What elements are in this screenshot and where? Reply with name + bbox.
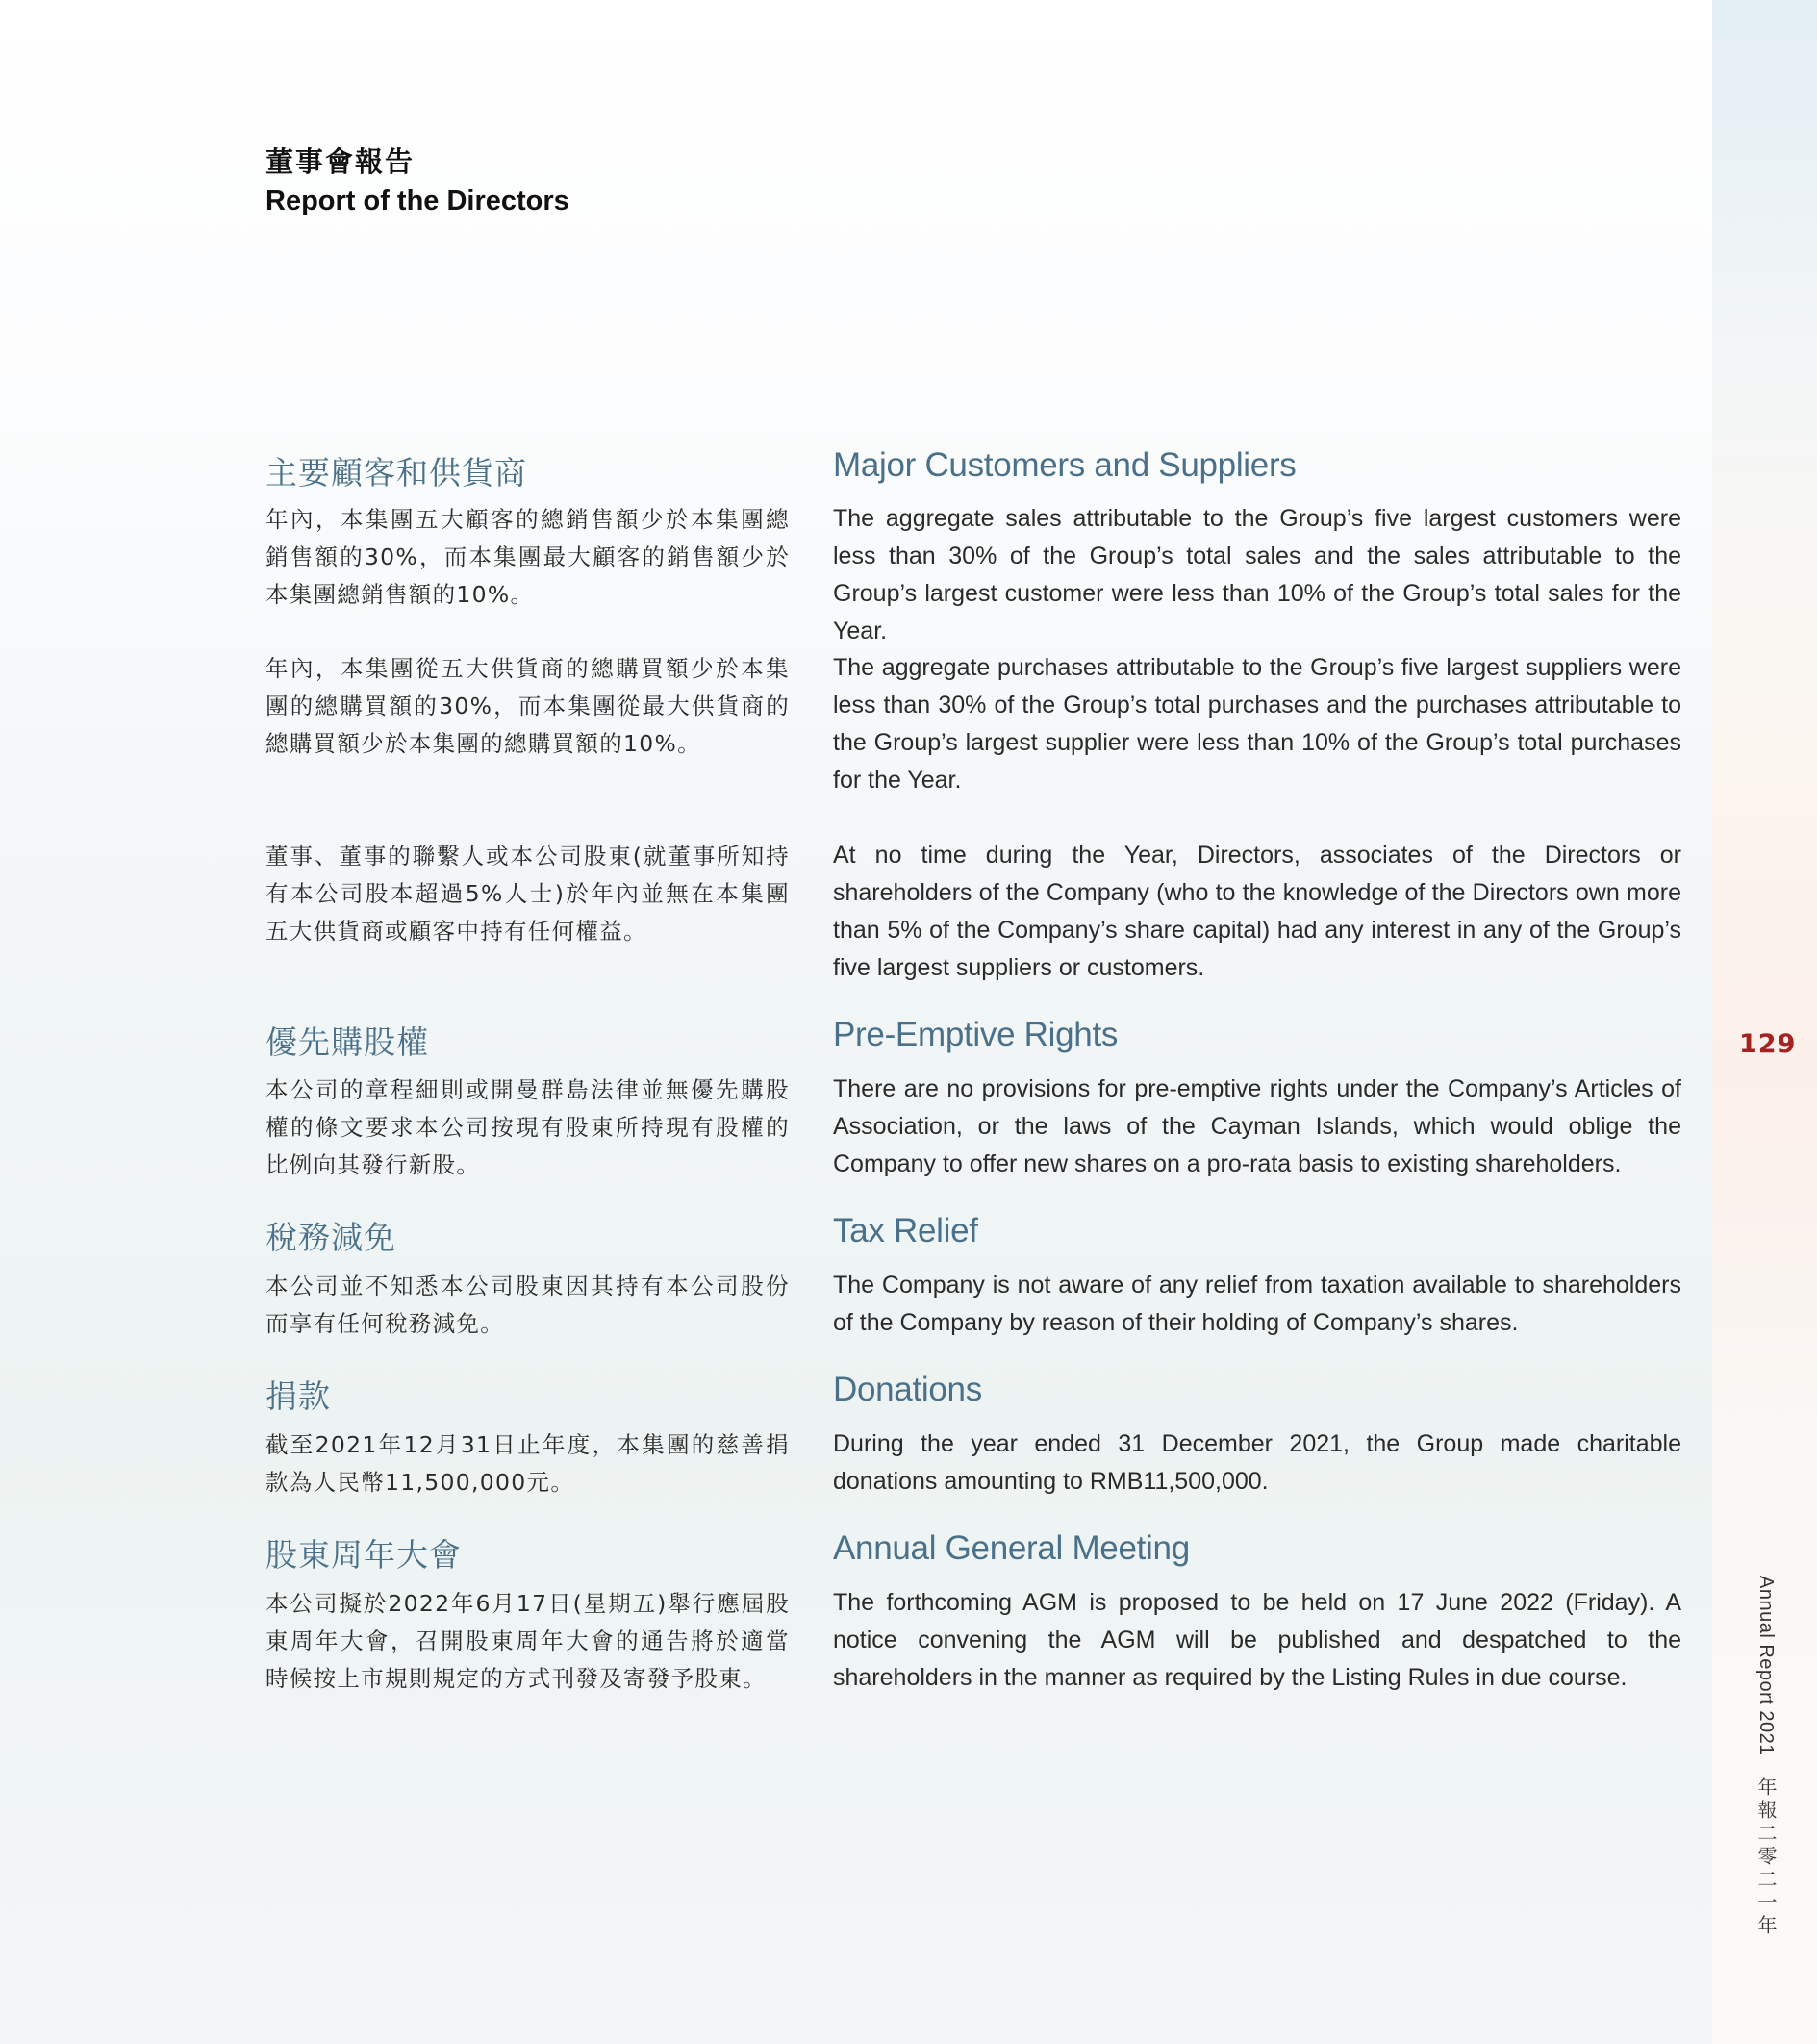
heading-donations-en: Donations — [833, 1371, 982, 1408]
heading-donations-zh: 捐款 — [265, 1377, 331, 1415]
paragraph-zh: 本公司擬於2022年6月17日(星期五)舉行應屆股東周年大會，召開股東周年大會的通告將於適當時候按上市規則規定的方式刊發及寄發予股東。 — [265, 1590, 790, 1692]
paragraph-zh: 本公司並不知悉本公司股東因其持有本公司股份而享有任何稅務減免。 — [265, 1273, 790, 1337]
paragraph-en: At no time during the Year, Directors, associates of the Directors or shareholders of the Company (who to the knowledge of the Directors own more than 5% of the Company’s share capital) had any interest in any of the Group’s five largest suppliers or customers. — [833, 842, 1681, 981]
paragraph-zh: 年內，本集團從五大供貨商的總購買額少於本集團的總購買額的30%，而本集團從最大供貨商的總購買額少於本集團的總購買額的10%。 — [265, 655, 790, 757]
paragraph-en: The aggregate sales attributable to the Group’s five largest customers were less than 30% of the Group’s total sales and the sales attributable to the Group’s largest customer were less than 10% of the Group’s total sales for the Year. — [833, 505, 1681, 644]
header-title-zh: 董事會報告 — [265, 145, 416, 178]
paragraph-zh: 年內，本集團五大顧客的總銷售額少於本集團總銷售額的30%，而本集團最大顧客的銷售額少於本集團總銷售額的10%。 — [265, 506, 790, 608]
paragraph-en: During the year ended 31 December 2021, the Group made charitable donations amounting to RMB11,500,000. — [833, 1430, 1681, 1495]
heading-major-customers-en: Major Customers and Suppliers — [833, 446, 1297, 484]
paragraph-en: The Company is not aware of any relief from taxation available to shareholders of the Company by reason of their holding of Company’s shares. — [833, 1272, 1681, 1336]
heading-tax-relief-zh: 稅務減免 — [265, 1219, 396, 1256]
heading-tax-relief-en: Tax Relief — [833, 1212, 978, 1249]
side-label-en: Annual Report 2021 — [1755, 1576, 1777, 1755]
paragraph-zh: 本公司的章程細則或開曼群島法律並無優先購股權的條文要求本公司按現有股東所持現有股權的比例向其發行新股。 — [265, 1076, 790, 1178]
heading-major-customers-zh: 主要顧客和供貨商 — [265, 454, 527, 492]
paragraph-zh: 董事、董事的聯繫人或本公司股東(就董事所知持有本公司股本超過5%人士)於年內並無在本集團五大供貨商或顧客中持有任何權益。 — [265, 843, 790, 945]
paragraph-en: There are no provisions for pre-emptive rights under the Company’s Articles of Association, or the laws of the Cayman Islands, which would oblige the Company to offer new shares on a pro-rata basis to existing shareholders. — [833, 1075, 1681, 1177]
paragraph-en: The aggregate purchases attributable to the Group’s five largest suppliers were less than 30% of the Group’s total purchases and the purchases attributable to the Group’s largest supplier were less than 10% of the Group’s total purchases for the Year. — [833, 654, 1681, 794]
heading-pre-emptive-en: Pre-Emptive Rights — [833, 1016, 1119, 1053]
heading-pre-emptive-zh: 優先購股權 — [265, 1023, 429, 1061]
heading-agm-en: Annual General Meeting — [833, 1529, 1190, 1567]
paragraph-en: The forthcoming AGM is proposed to be held on 17 June 2022 (Friday). A notice convening the AGM will be published and despatched to the shareholders in the manner as required by the Listing Rules in due course. — [833, 1589, 1681, 1691]
side-label-zh: 年報二零二一年 — [1754, 1776, 1778, 1938]
page-header — [265, 140, 569, 217]
heading-agm-zh: 股東周年大會 — [265, 1536, 462, 1574]
page-number: 129 — [1739, 1029, 1797, 1059]
side-label — [1753, 1576, 1780, 1938]
header-title-en: Report of the Directors — [265, 186, 569, 216]
paragraph-zh: 截至2021年12月31日止年度，本集團的慈善捐款為人民幣11,500,000元。 — [265, 1431, 790, 1496]
